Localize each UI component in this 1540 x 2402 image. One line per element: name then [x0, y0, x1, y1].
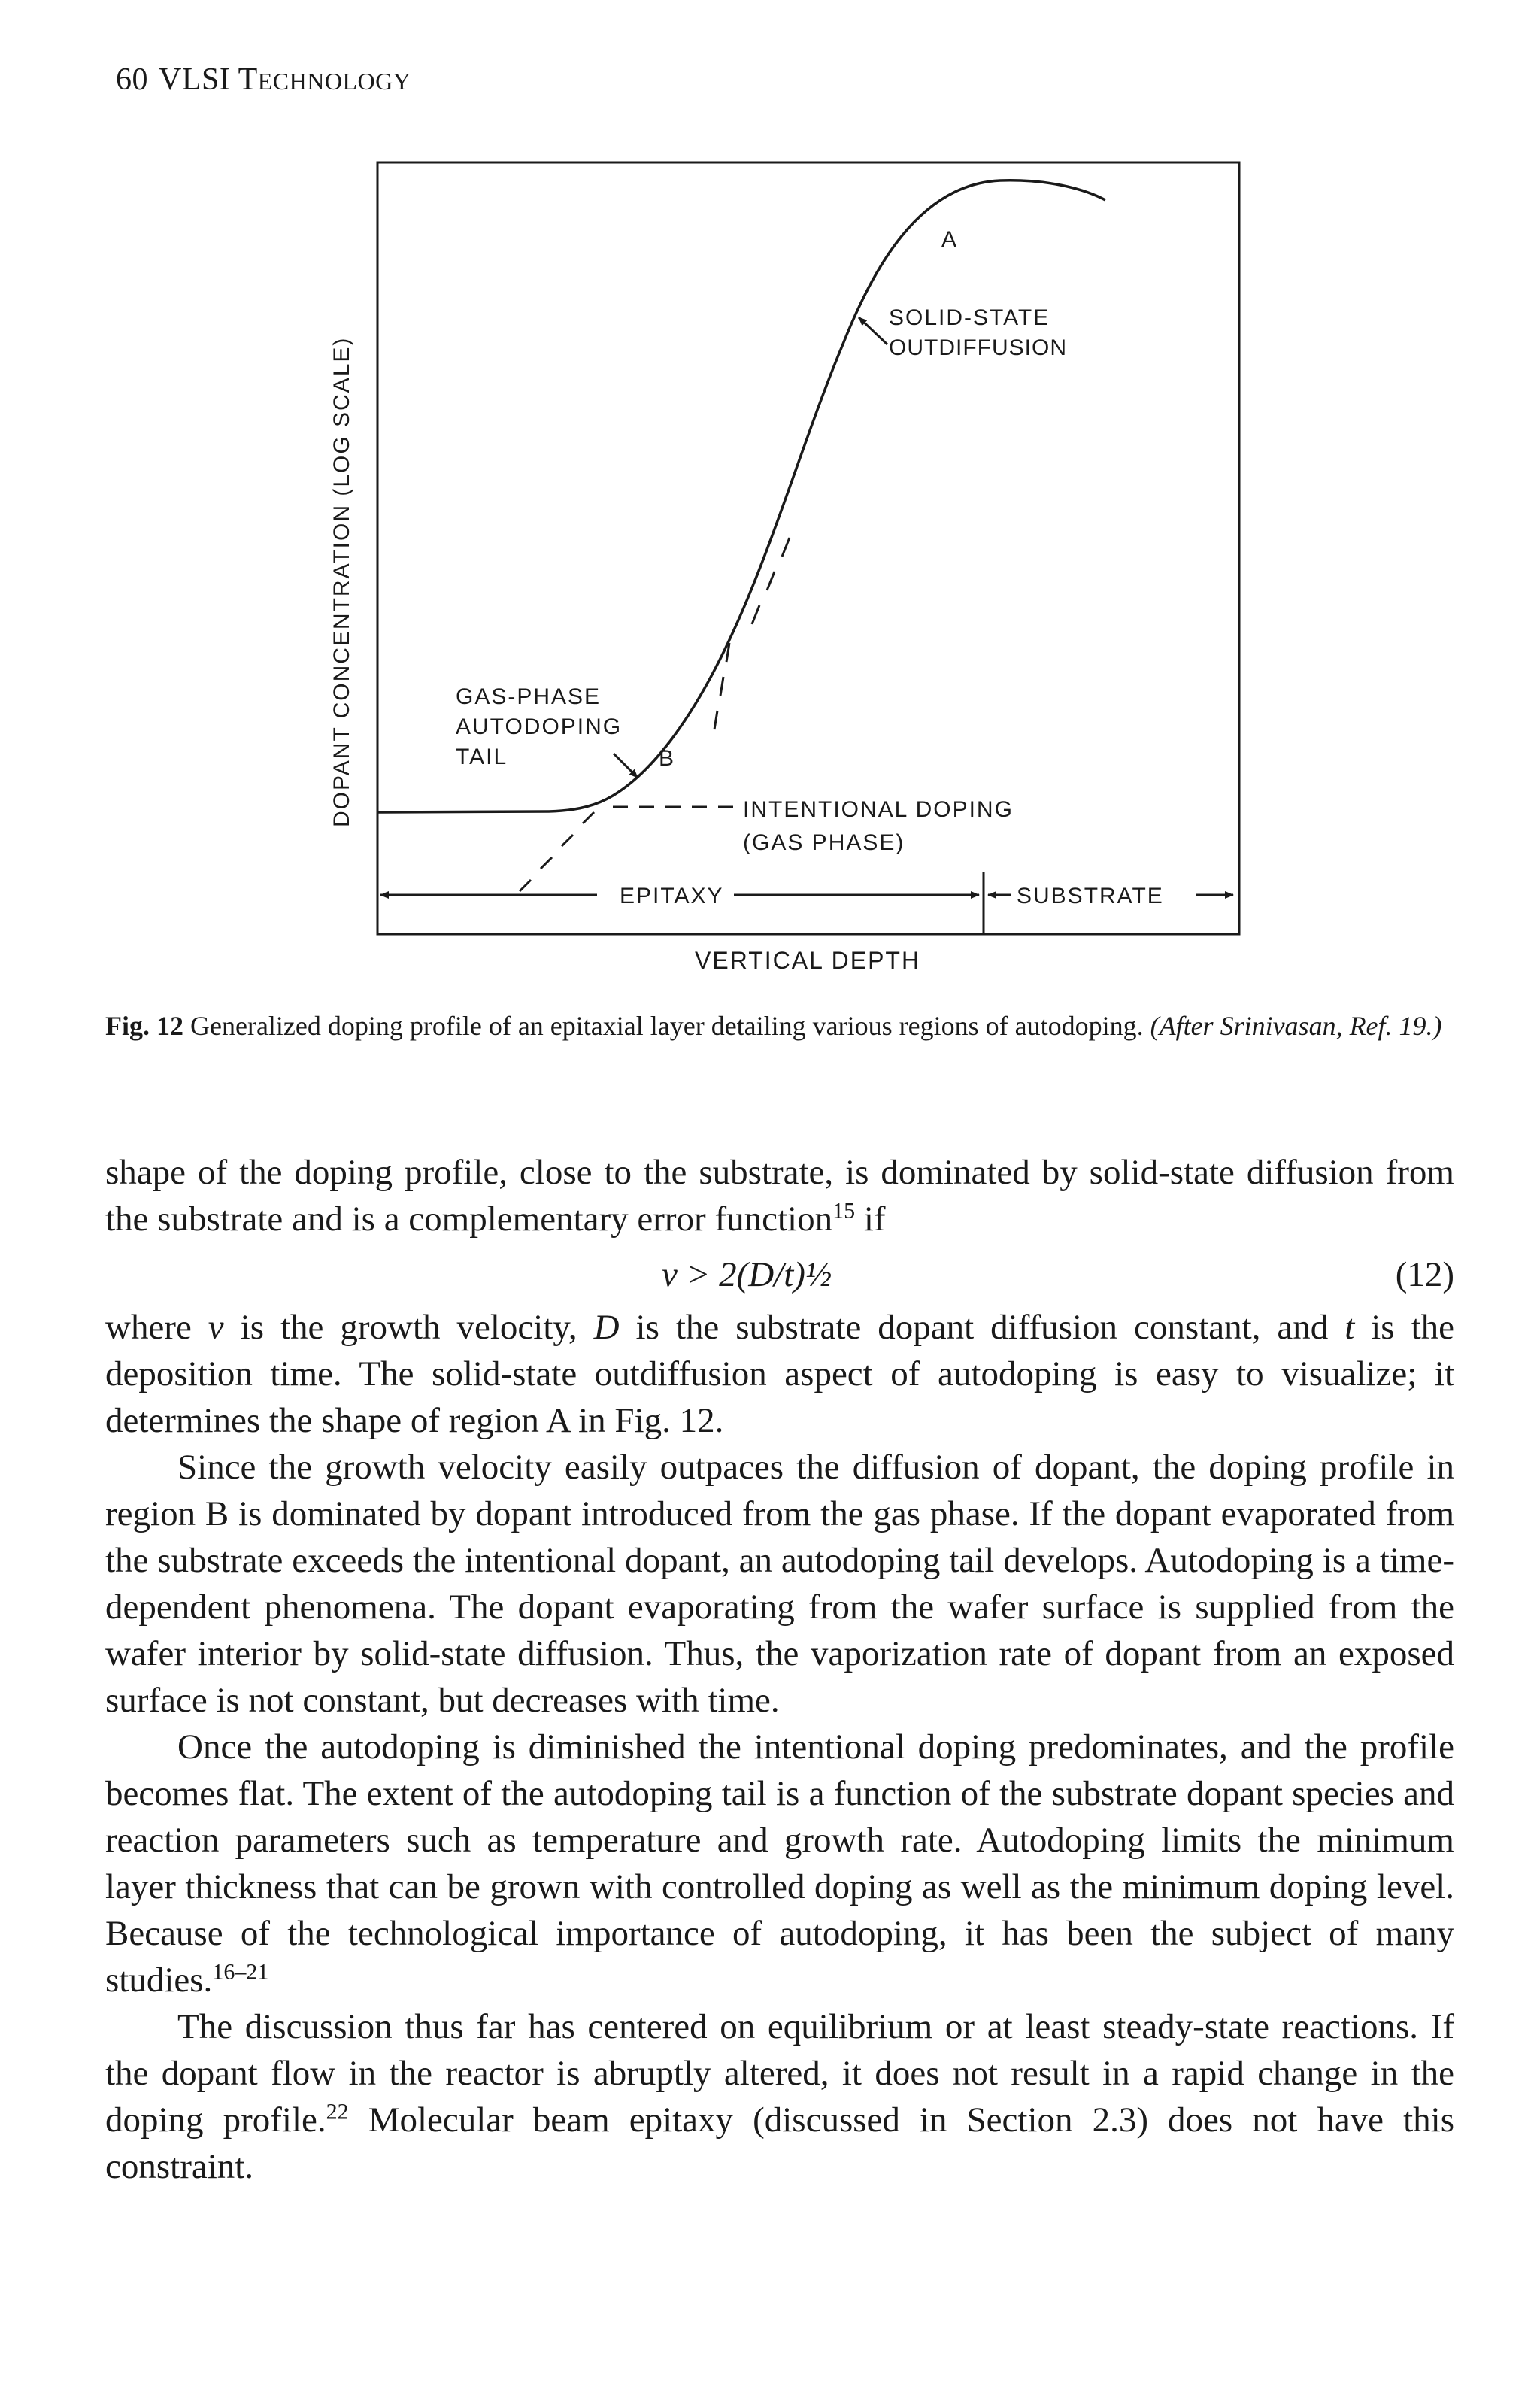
equation-12	[105, 1247, 1454, 1304]
x-axis-label: VERTICAL DEPTH	[695, 947, 921, 974]
paragraph-5: The discussion thus far has centered on equilibrium or at least steady-state reactions. If the dopant flow in the reactor is abruptly altered, it does not result in a rapid change in the doping profile.$^{22}$ Molecular beam epitaxy (discussed in Section 2.3) does not have this constraint.	[105, 2007, 1454, 2186]
figure-caption-citation: (After Srinivasan, Ref. 19.)	[1150, 1011, 1442, 1041]
y-axis-label: DOPANT CONCENTRATION (LOG SCALE)	[329, 336, 354, 827]
solid-state-label-line1: SOLID-STATE	[889, 305, 1050, 330]
paragraph-2: where v is the growth velocity, D is the substrate dopant diffusion constant, and t is the deposition time. The solid-state outdiffusion aspect of autodoping is easy to visualize; it determines the shape of region A in Fig. 12.	[105, 1308, 1454, 1440]
gas-phase-arrow	[614, 754, 638, 778]
paragraph-1: shape of the doping profile, close to the substrate, is dominated by solid-state diffusion from the substrate and is a complementary error function$^{15}$ if	[105, 1153, 1454, 1239]
intentional-doping-label-line2: (GAS PHASE)	[743, 830, 905, 855]
substrate-label: SUBSTRATE	[1017, 884, 1164, 908]
tangent-dashed-upper	[752, 538, 790, 624]
doping-profile-diagram	[323, 150, 1263, 993]
body-text	[105, 1149, 1454, 2190]
region-b-label: B	[659, 746, 675, 771]
figure-caption-label: Fig. 12	[105, 1011, 183, 1041]
citation-15: 15	[832, 1198, 856, 1224]
figure-caption	[105, 1008, 1459, 1044]
solid-state-label-line2: OUTDIFFUSION	[889, 335, 1067, 360]
paragraph-3: Since the growth velocity easily outpaces the diffusion of dopant, the doping profile in region B is dominated by dopant introduced from the gas phase. If the dopant evaporated from the substrate exceeds the intentional dopant, an autodoping tail develops. Autodoping is a time-dependent phenomena. The dopant evaporating from the wafer surface is supplied from the wafer interior by solid-state diffusion. Thus, the vaporization rate of dopant from an exposed surface is not constant, but decreases with time.	[105, 1448, 1454, 1720]
citation-22: 22	[326, 2099, 349, 2124]
header-title: VLSI TECHNOLOGY	[159, 62, 411, 97]
epitaxy-label: EPITAXY	[620, 884, 724, 908]
equation-expression: v > 2(D/t)½	[662, 1255, 832, 1294]
citation-16-21: 16–21	[212, 1959, 269, 1985]
figure-caption-text: Generalized doping profile of an epitaxial layer detailing various regions of autodoping.	[183, 1011, 1150, 1041]
tangent-dashed-line	[707, 150, 790, 538]
gas-phase-label-line3: TAIL	[456, 745, 508, 769]
gas-phase-label-line1: GAS-PHASE	[456, 684, 602, 709]
region-a-label: A	[941, 227, 957, 252]
intentional-doping-label-line1: INTENTIONAL DOPING	[743, 797, 1014, 822]
page-number: 60	[116, 62, 148, 97]
equation-number: (12)	[1395, 1255, 1454, 1294]
figure-doping-profile	[323, 150, 1263, 993]
paragraph-4: Once the autodoping is diminished the intentional doping predominates, and the profile becomes flat. The extent of the autodoping tail is a function of the substrate dopant species and reaction parameters such as temperature and growth rate. Autodoping limits the minimum layer thickness that can be grown with controlled doping as well as the minimum doping level. Because of the technological importance of autodoping, it has been the subject of many studies.$^{16-21}$	[105, 1727, 1454, 2000]
running-header	[116, 62, 411, 98]
gas-phase-label-line2: AUTODOPING	[456, 714, 623, 739]
tail-dashed-line	[520, 812, 594, 891]
solid-state-arrow	[859, 317, 887, 344]
